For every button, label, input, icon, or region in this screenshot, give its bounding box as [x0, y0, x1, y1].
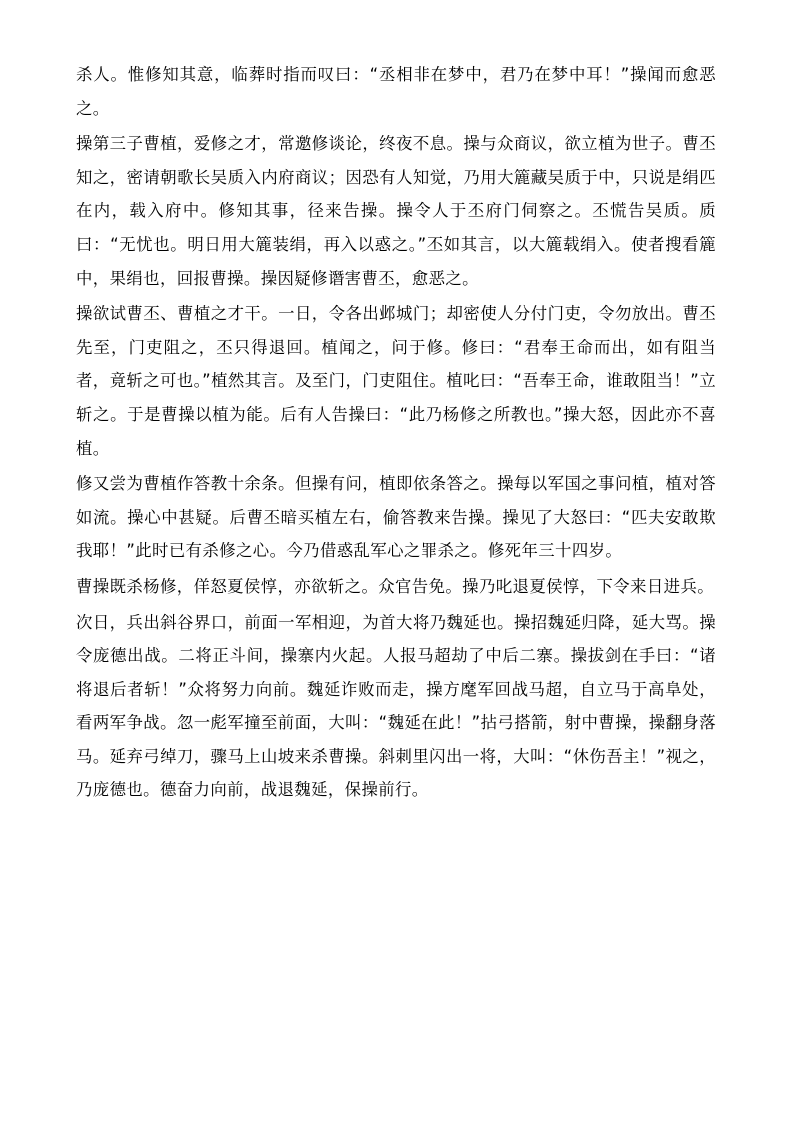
document-page	[76, 58, 716, 809]
paragraph-2: 操第三子曹植，爱修之才，常邀修谈论，终夜不息。操与众商议，欲立植为世子。曹丕知之，密请朝歌长吴质入内府商议；因恐有人知觉，乃用大簏藏吴质于中，只说是绢匹在内，载入府中。修知其事，径来告操。操令人于丕府门伺察之。丕慌告吴质。质曰：“无忧也。明日用大簏装绢，再入以惑之。”丕如其言，以大簏载绢入。使者搜看簏中，果绢也，回报曹操。操因疑修谮害曹丕，愈恶之。	[76, 134, 716, 288]
paragraph-6: 次日，兵出斜谷界口，前面一军相迎，为首大将乃魏延也。操招魏延归降，延大骂。操令庞德出战。二将正斗间，操寨内火起。人报马超劫了中后二寨。操拔剑在手曰：“诸将退后者斩！”众将努力向前。魏延诈败而走，操方麾军回战马超，自立马于高阜处，看两军争战。忽一彪军撞至前面，大叫：“魏延在此！”拈弓搭箭，射中曹操，操翻身落马。延弃弓绰刀，骤马上山坡来杀曹操。斜刺里闪出一将，大叫：“休伤吾主！”视之，乃庞德也。德奋力向前，战退魏延，保操前行。	[76, 612, 716, 800]
paragraph-4: 修又尝为曹植作答教十余条。但操有问，植即依条答之。操每以军国之事问植，植对答如流。操心中甚疑。后曹丕暗买植左右，偷答教来告操。操见了大怒曰：“匹夫安敢欺我耶！”此时已有杀修之心。今乃借惑乱军心之罪杀之。修死年三十四岁。	[76, 474, 716, 561]
paragraph-5: 曹操既杀杨修，佯怒夏侯惇，亦欲斩之。众官告免。操乃叱退夏侯惇，下令来日进兵。	[76, 576, 715, 596]
paragraph-1: 杀人。惟修知其意，临葬时指而叹曰：“丞相非在梦中，君乃在梦中耳！”操闻而愈恶之。	[76, 65, 716, 118]
paragraph-3: 操欲试曹丕、曹植之才干。一日，令各出邺城门；却密使人分付门吏，令勿放出。曹丕先至，门吏阻之，丕只得退回。植闻之，问于修。修曰：“君奉王命而出，如有阻当者，竟斩之可也。”植然其言。及至门，门吏阻住。植叱曰：“吾奉王命，谁敢阻当！”立斩之。于是曹操以植为能。后有人告操曰：“此乃杨修之所教也。”操大怒，因此亦不喜植。	[76, 304, 716, 458]
